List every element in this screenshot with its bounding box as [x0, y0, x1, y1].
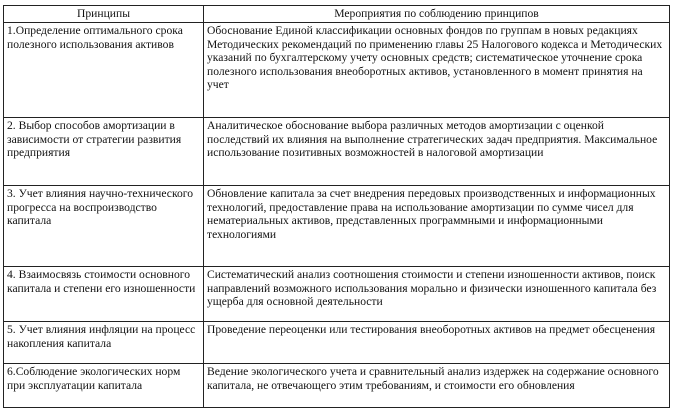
measures-text: Аналитическое обоснование выбора различных методов амортизации с оценкой последствий их влияния на выполнение стратегических задач предприятия. Максимальное использование позитивных возможностей в налоговой амортизации [207, 119, 658, 160]
measures-text: Обоснование Единой классификации основных фондов по группам в новых редакциях Методических рекомендаций по применению главы 25 Налогового кодекса и Методических указаний по бухгалтерскому учету основных средств; систематическое уточнение срока полезного использования внеоборотных активов, установленного в момент принятия на учет [207, 24, 663, 92]
measures-cell [204, 267, 670, 322]
measures-cell [204, 364, 670, 408]
measures-cell [204, 118, 670, 186]
principle-text: 5. Учет влияния инфляции на процесс накопления капитала [7, 323, 196, 350]
measures-cell [204, 186, 670, 267]
table-row [4, 186, 670, 267]
principle-cell [4, 118, 204, 186]
principle-cell [4, 267, 204, 322]
table-row [4, 322, 670, 364]
measures-text: Обновление капитала за счет внедрения передовых производственных и информационных технологий, предоставление права на использование амортизации по сумме чисел для нематериальных активов, представленных программными и информационными технологиями [207, 187, 656, 241]
measures-cell [204, 23, 670, 118]
principle-text: 4. Взаимосвязь стоимости основного капитала и степени его изношенности [7, 268, 196, 295]
principle-cell [4, 23, 204, 118]
header-measures: Мероприятия по соблюдению принципов [204, 6, 670, 23]
table-header-row [4, 6, 670, 23]
table-row [4, 267, 670, 322]
principle-text: 3. Учет влияния научно-технического прогресса на воспроизводство капитала [7, 187, 194, 228]
measures-text: Ведение экологического учета и сравнительный анализ издержек на содержание основного капитала, не отвечающего этим требованиям, и стоимости его обновления [207, 365, 659, 392]
principle-text: 2. Выбор способов амортизации в зависимости от стратегии развития предприятия [7, 119, 182, 160]
principle-text: 1.Определение оптимального срока полезного использования активов [7, 24, 183, 51]
table-row [4, 23, 670, 118]
measures-cell [204, 322, 670, 364]
header-principles: Принципы [4, 6, 204, 23]
principle-text: 6.Соблюдение экологических норм при эксплуатации капитала [7, 365, 181, 392]
measures-text: Проведение переоценки или тестирования внеоборотных активов на предмет обесценения [207, 323, 656, 336]
principle-cell [4, 364, 204, 408]
principle-cell [4, 186, 204, 267]
table-row [4, 118, 670, 186]
table-row [4, 364, 670, 408]
principle-cell [4, 322, 204, 364]
principles-table [3, 5, 670, 408]
measures-text: Систематический анализ соотношения стоимости и степени изношенности активов, поиск направлений возможного использования морально и физически изношенного капитала без ущерба для основной деятельности [207, 268, 657, 309]
